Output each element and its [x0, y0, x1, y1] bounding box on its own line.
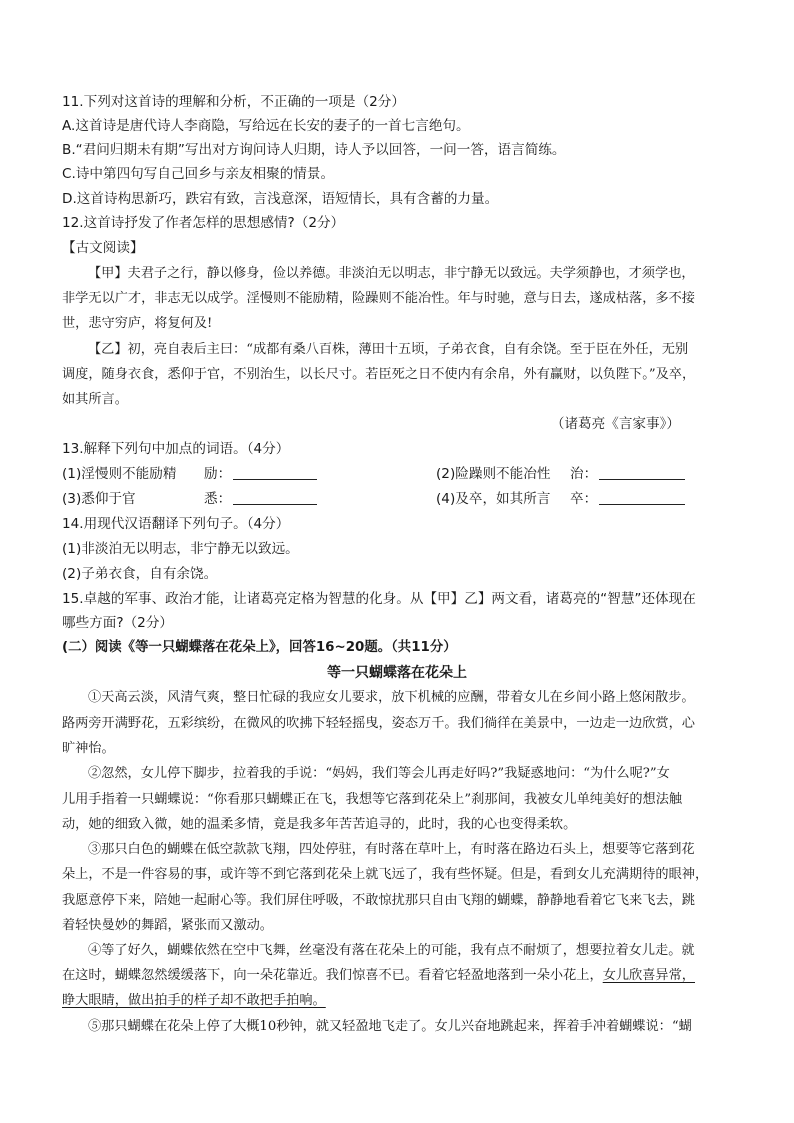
passage-p3-line-4: 着轻快曼妙的舞蹈，紧张而又激动。 [62, 918, 273, 933]
answer-blank[interactable] [599, 465, 685, 480]
passage-p2-line-2: 儿用手指着一只蝴蝶说：“你看那只蝴蝶正在飞，我想等它落到花朵上”刹那间，我被女儿单纯美好的想法触 [62, 792, 683, 807]
q13-item-1 [62, 464, 176, 484]
jia-line-2: 非学无以广才，非志无以成学。淫慢则不能励精，险躁则不能冶性。年与时驰，意与日去，遂成枯落，多不接 [62, 291, 695, 306]
yi-line-2: 调度，随身衣食，悉仰于官，不别治生，以长尺寸。若臣死之日不使内有余帛，外有赢财，以负陛下。”及卒， [62, 367, 696, 382]
classical-heading: 【古文阅读】 [62, 240, 144, 256]
q13-item-1-text: (1)淫慢则不能励精 [62, 466, 177, 482]
passage-p4-line-1: ④等了好久，蝴蝶依然在空中飞舞，丝毫没有落在花朵上的可能，我有点不耐烦了，想要拉着女儿走。就 [88, 943, 695, 958]
q14-stem: 14.用现代汉语翻译下列句子。（4分） [62, 516, 290, 532]
jia-line-3: 世，悲守穷庐，将复何及! [62, 316, 213, 331]
q13-item-1-answer [204, 464, 317, 484]
q11-option-d: D.这首诗构思新巧，跌宕有致，言浅意深，语短情长，具有含蓄的力量。 [62, 191, 499, 207]
q13-item-2-word: 治： [570, 466, 598, 482]
q13-item-2-answer [570, 464, 685, 484]
q13-item-3-answer [204, 489, 317, 509]
q13-item-4-word: 卒： [570, 491, 598, 507]
q11-option-c: C.诗中第四句写自己回乡与亲友相聚的情景。 [62, 166, 335, 182]
passage-p1-line-1: ①天高云淡，风清气爽，整日忙碌的我应女儿要求，放下机械的应酬，带着女儿在乡间小路上悠闲散步。 [88, 690, 695, 705]
passage-p4-line-3: 睁大眼睛，做出拍手的样子却不敢把手拍响。 [62, 993, 326, 1008]
q13-item-3-text: (3)悉仰于官 [62, 491, 136, 507]
passage-p1-line-2: 路两旁开满野花，五彩缤纷，在微风的吹拂下轻轻摇曳，姿态万千。我们徜徉在美景中，一边走一边欣赏，心 [62, 716, 695, 731]
q15-line-1: 15.卓越的军事、政治才能，让诸葛亮定格为智慧的化身。从【甲】乙】两文看，诸葛亮的“智慧”还体现在 [62, 591, 696, 607]
q11-stem: 11.下列对这首诗的理解和分析，不正确的一项是（2分） [62, 94, 405, 110]
q13-item-2 [436, 464, 550, 484]
q11-option-b: B.“君问归期未有期”写出对方询问诗人归期，诗人予以回答，一问一答，语言简练。 [62, 142, 566, 158]
answer-blank[interactable] [233, 490, 317, 505]
classical-source: （诸葛亮《言家事》） [550, 416, 680, 432]
passage-p1-line-3: 旷神怡。 [62, 741, 115, 756]
q13-item-1-word: 励： [204, 466, 232, 482]
yi-line-1: 【乙】初，亮自表后主曰：“成都有桑八百株，薄田十五顷，子弟衣食，自有余饶。至于臣在外任，无别 [88, 342, 689, 357]
answer-blank[interactable] [233, 465, 317, 480]
passage-p3-line-1: ③那只白色的蝴蝶在低空款款飞翔，四处停驻，有时落在草叶上，有时落在路边石头上，想要等它落到花 [88, 842, 695, 857]
q13-item-4-text: (4)及卒，如其所言 [436, 491, 551, 507]
passage-p2-line-1: ②忽然，女儿停下脚步，拉着我的手说：“妈妈，我们等会儿再走好吗?”我疑惑地问：“为什么呢?”女 [88, 766, 670, 781]
q14-sentence-1: (1)非淡泊无以明志，非宁静无以致远。 [62, 541, 299, 557]
passage-p5-line-1: ⑤那只蝴蝶在花朵上停了大概10秒钟，就又轻盈地飞走了。女儿兴奋地跳起来，挥着手冲着蝴蝶说：“蝴 [88, 1019, 692, 1034]
passage-p2-line-3: 动，她的细致入微，她的温柔多情，竟是我多年苦苦追寻的，此时，我的心也变得柔软。 [62, 817, 577, 832]
underlined-sentence: 女儿欣喜异常， [602, 968, 695, 983]
section2-heading: (二）阅读《等一只蝴蝶落在花朵上》，回答16~20题。（共11分） [62, 640, 457, 655]
answer-blank[interactable] [599, 490, 685, 505]
q13-item-2-text: (2)险躁则不能冶性 [436, 466, 551, 482]
q13-item-3-word: 悉： [204, 491, 232, 507]
q11-option-a: A.这首诗是唐代诗人李商隐，写给远在长安的妻子的一首七言绝句。 [62, 118, 470, 134]
passage-p4-line-2-text: 在这时，蝴蝶忽然缓缓落下，向一朵花靠近。我们惊喜不已。看着它轻盈地落到一朵小花上， [62, 968, 603, 983]
q13-item-4-answer [570, 489, 685, 509]
yi-line-3: 如其所言。 [62, 392, 128, 407]
q12-stem: 12.这首诗抒发了作者怎样的思想感情?（2分） [62, 215, 345, 231]
q13-stem: 13.解释下列句中加点的词语。（4分） [62, 441, 290, 457]
q13-item-4 [436, 489, 550, 509]
q14-sentence-2: (2)子弟衣食，自有余饶。 [62, 566, 218, 582]
passage-p3-line-3: 我愿意停下来，陪她一起耐心等。我们屏住呼吸，不敢惊扰那只自由飞翔的蝴蝶，静静地看着它飞来飞去，跳 [62, 893, 695, 908]
passage-p4-line-2 [62, 966, 695, 986]
q13-item-3 [62, 489, 136, 509]
passage-p3-line-2: 朵上，不是一件容易的事，或许等不到它落到花朵上就飞远了，我有些怀疑。但是，看到女儿充满期待的眼神， [62, 867, 709, 882]
q15-line-2: 哪些方面?（2分） [62, 615, 174, 631]
jia-line-1: 【甲】夫君子之行，静以修身，俭以养德。非淡泊无以明志，非宁静无以致远。夫学须静也，才须学也， [88, 266, 695, 281]
passage-title: 等一只蝴蝶落在花朵上 [327, 665, 467, 681]
